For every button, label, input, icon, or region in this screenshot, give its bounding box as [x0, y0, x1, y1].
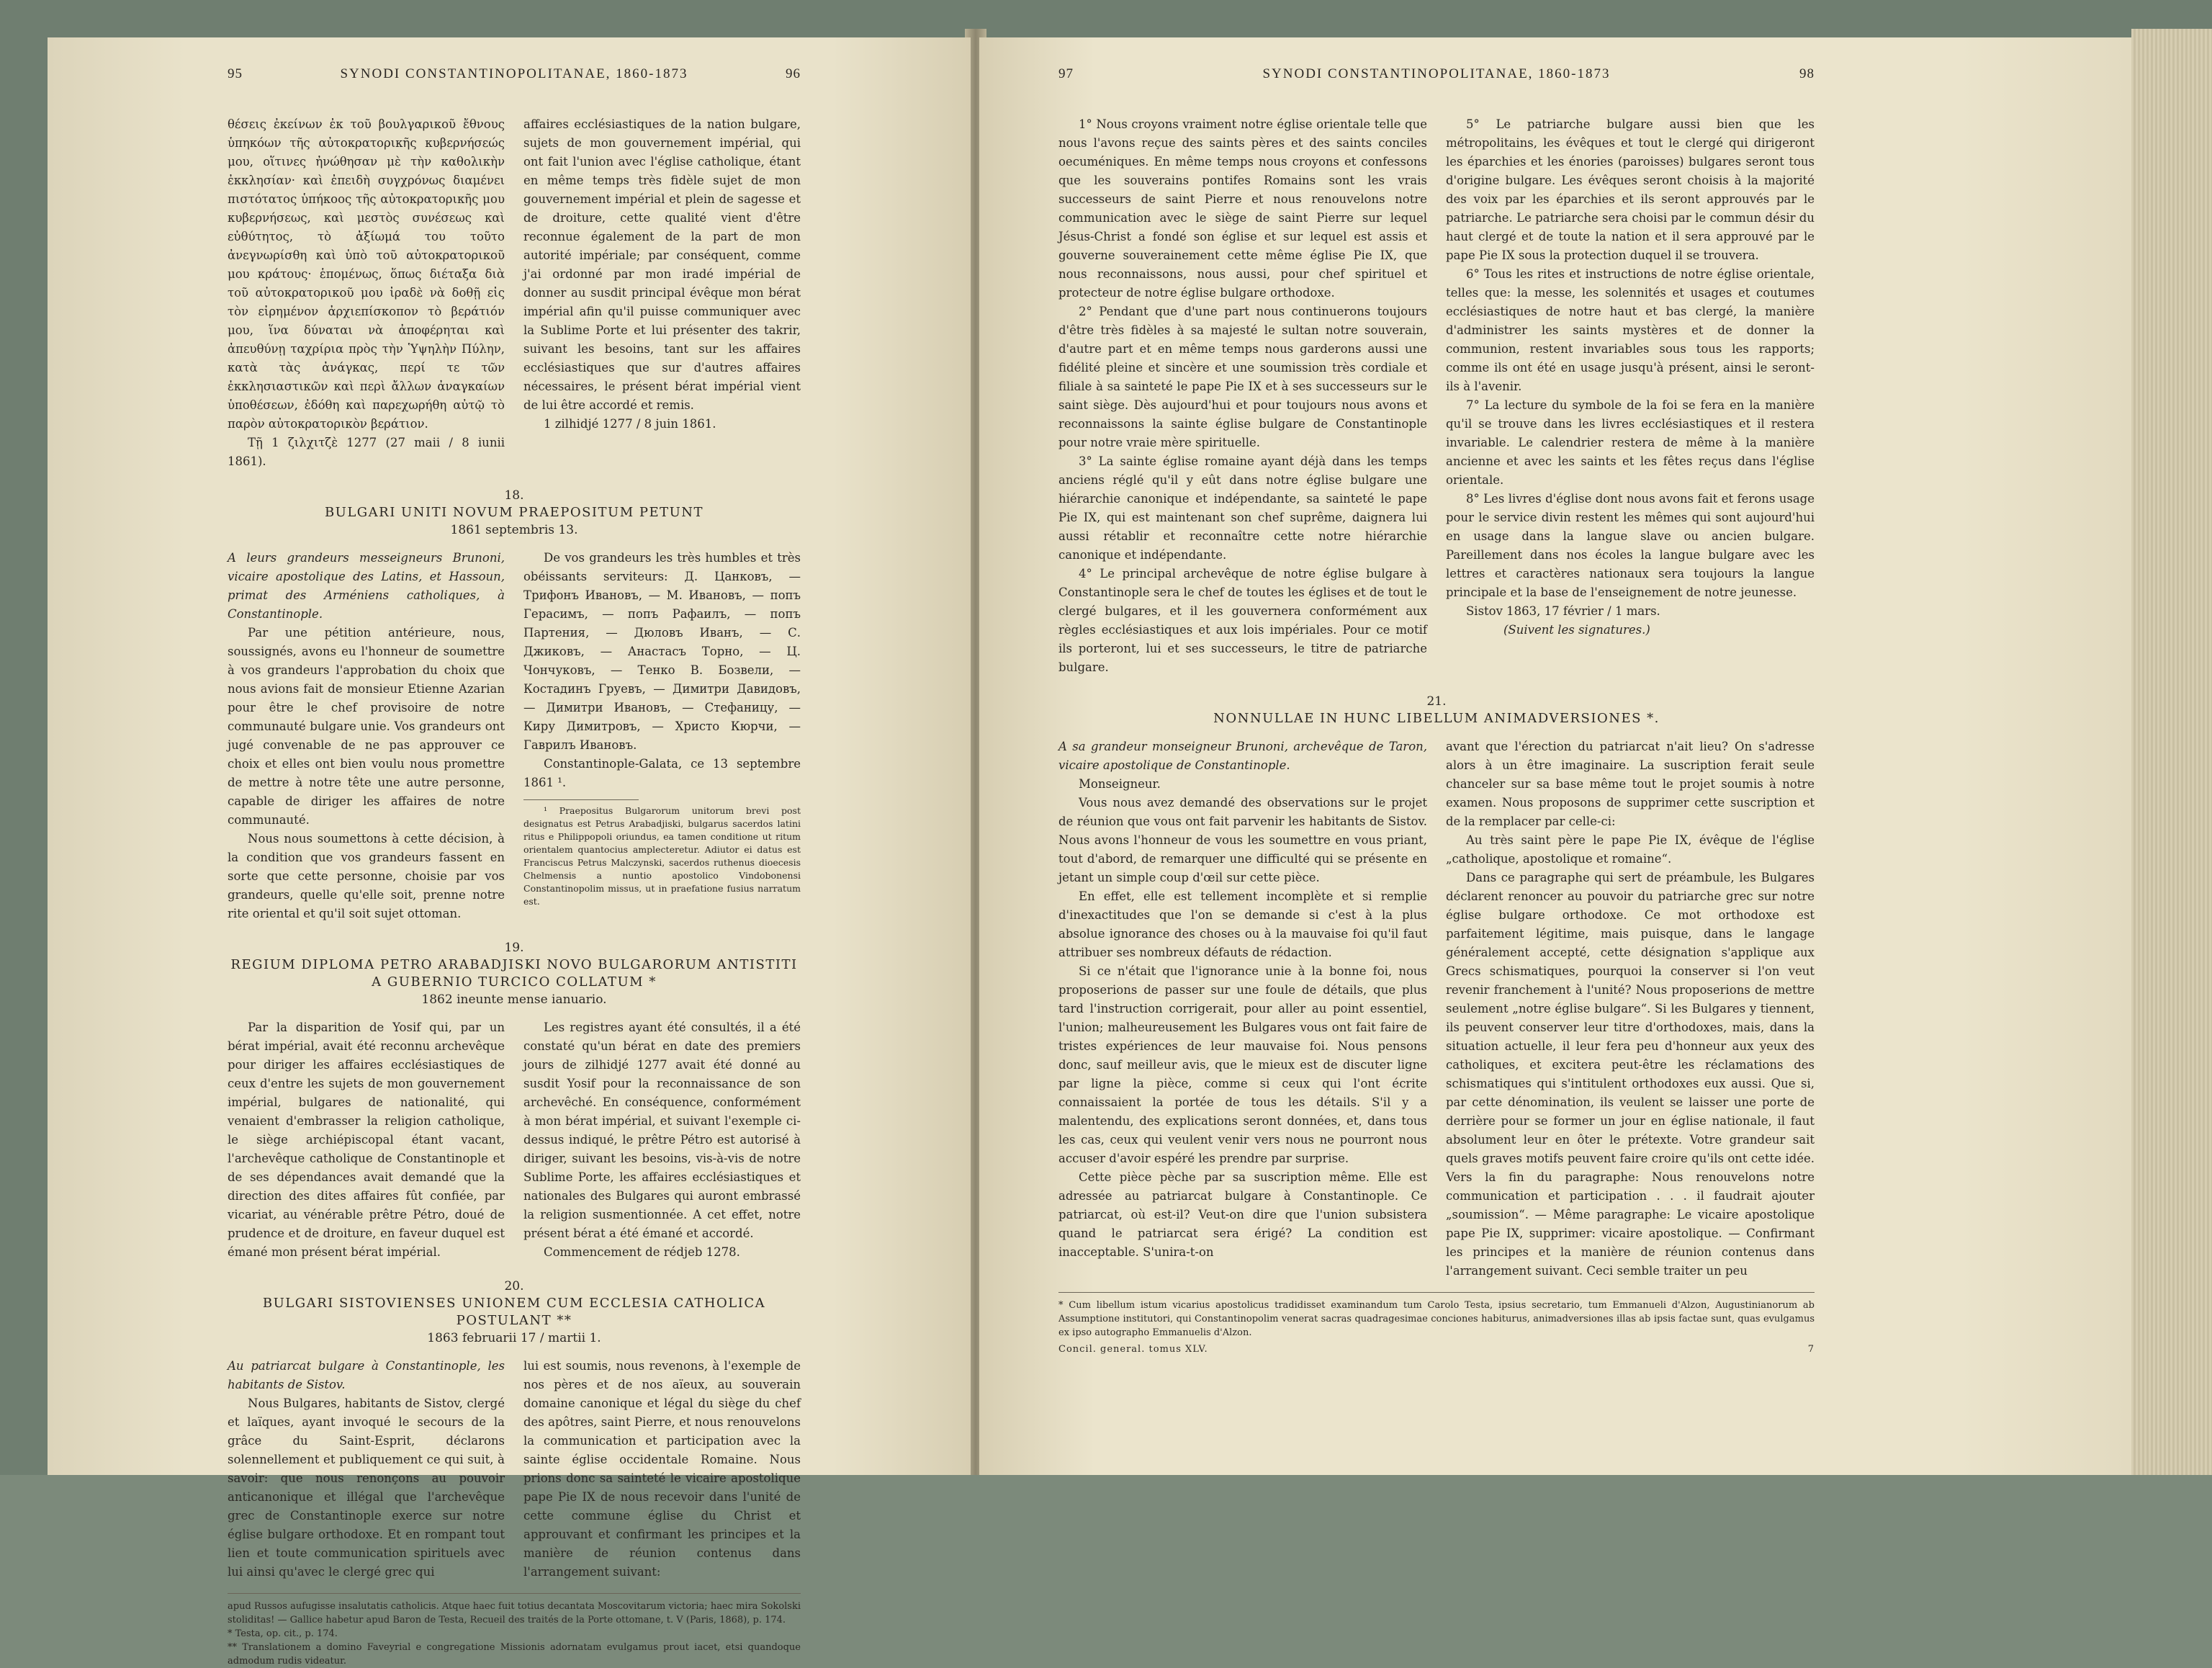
article: 6° Tous les rites et instructions de notre église orientale, telles que: la messe, les solennités et usages et coutumes ecclésiastiques de notre haut et bas clergé, la manière d'administrer les saints mystères et de donner la communion, restent invariables sous tous les rapports; comme ils ont été en usage jusqu'à présent, ainsi le seront-ils à l'avenir.	[1446, 267, 1815, 393]
right-page	[979, 37, 2131, 1475]
column-left	[228, 115, 505, 471]
french-date: 1 zilhidjé 1277 / 8 juin 1861.	[544, 417, 716, 431]
address: A sa grandeur monseigneur Brunoni, archevêque de Taron, vicaire apostolique de Constantinople.	[1058, 740, 1427, 772]
page-footnotes	[228, 1593, 801, 1668]
section-heading-20	[228, 1278, 801, 1347]
page-number: 96	[785, 66, 801, 81]
paragraph: Par la disparition de Yosif qui, par un bérat impérial, avait été reconnu archevêque pour diriger les affaires ecclésiastiques de ceux d'entre les sujets de mon gouvernement impérial, bulgares de nationalité, qui venaient d'embrasser la religion catholique, le siège archiépiscopal étant vacant, l'archevêque catholique de Constantinople et de ses dépendances avait demandé que la direction des dites affaires fût confiée, par vicariat, au vénérable prêtre Pétro, doué de prudence et de droiture, en faveur duquel est émané mon présent bérat impérial.	[228, 1021, 505, 1259]
paragraph: De vos grandeurs les très humbles et très obéissants serviteurs: Д. Цанковъ, — Трифонъ Ивановъ, — М. Ивановъ, — попъ Герасимъ, — попъ Рафаилъ, — попъ Партения, — Дюловъ Иванъ, — С. Джиковъ, — Анастасъ Торно, — Ц. Чончуковъ, — Тенко В. Бозвели, — Костадинъ Груевъ, — Димитри Давидовъ, — Димитри Ивановъ, — Стефаницу, — Киру Димитровъ, — Христо Кюрчи, — Гаврилъ Ивановъ.	[523, 551, 801, 752]
place-date: Sistov 1863, 17 février / 1 mars.	[1466, 604, 1660, 618]
paragraph: Cette pièce pèche par sa suscription même. Elle est adressée au patriarcat bulgare à Constantinople. Ce patriarcat, où est-il? Veut-on dire que l'union subsistera quand le patriarcat sera érigé? La condition est inacceptable. S'unira-t-on	[1058, 1170, 1427, 1259]
section-heading-21	[1058, 693, 1815, 727]
section-heading-19	[228, 939, 801, 1008]
two-columns	[1058, 115, 1815, 677]
running-header	[228, 66, 801, 82]
section-date: 1861 septembris 13.	[450, 523, 578, 537]
article: 2° Pendant que d'une part nous continuerons toujours d'être très fidèles à sa majesté le sultan notre souverain, d'autre part et en même temps nous garderons aussi une fidélité pleine et sincère et une soumission très cordiale et filiale à sa sainteté le pape Pie IX et à ses successeurs sur le saint siège. Dès aujourd'hui et pour toujours nous avons et reconnaissons la sainte église bulgare de Constantinople pour notre vraie mère spirituelle.	[1058, 305, 1427, 449]
paragraph: En effet, elle est tellement incomplète et si remplie d'inexactitudes que l'on se demande si c'est à la plus absolue ignorance des choses ou à la mauvaise foi qu'il faut attribuer ses nombreux défauts de rédaction.	[1058, 889, 1427, 959]
article: 4° Le principal archevêque de notre église bulgare à Constantinople sera le chef de toutes les églises et de tout le clergé bulgares, et il les gouvernera conformément aux règles ecclésiastiques et aux lois impériales. Pour ce motif ils porteront, lui et ses successeurs, le titre de patriarche bulgare.	[1058, 567, 1427, 674]
two-columns	[1058, 737, 1815, 1281]
article: 3° La sainte église romaine ayant déjà dans les temps anciens réglé qu'il y eût dans notre église bulgare une hiérarchie canonique et indépendante, sa sainteté le pape Pie IX, qui est maintenant son chef suprême, daignera lui aussi rétablir et reconnaître cette notre hiérarchie canonique et indépendante.	[1058, 454, 1427, 562]
footnote: apud Russos aufugisse insalutatis catholicis. Atque haec fuit totius decantata Moscovitarum victoria; haec mira Sokolski stoliditas! — Gallice habetur apud Baron de Testa, Recueil des traités de la Porte ottomane, t. V (Paris, 1868), p. 174.	[228, 1601, 801, 1626]
signature-number: 7	[1807, 1344, 1815, 1355]
column-right	[1446, 737, 1815, 1281]
article: 5° Le patriarche bulgare aussi bien que les métropolitains, les évêques et tout le clergé qui dirigeront les éparchies et les énories (paroisses) bulgares seront tous d'origine bulgare. Les évêques seront choisis à la majorité des voix par les éparchies et ils seront approuvés par le patriarche. Le patriarche sera choisi par le commun désir du haut clergé et de toute la nation et il sera approuvé par le pape Pie IX sous la protection duquel il se trouvera.	[1446, 117, 1815, 262]
french-text: affaires ecclésiastiques de la nation bulgare, sujets de mon gouvernement impérial, qui ont fait l'union avec l'église catholique, étant en même temps très fidèle sujet de mon gouvernement impérial et plein de sagesse et de droiture, cette qualité vient d'être reconnue également de la part de mon autorité impériale; par conséquent, comme j'ai ordonné par mon iradé impérial de donner au susdit principal évêque mon bérat impérial afin qu'il puisse communiquer avec la Sublime Porte et lui présenter des takrir, suivant les besoins, tant sur les affaires ecclésiastiques que sur d'autres affaires nécessaires, le présent bérat impérial vient de lui être accordé et remis.	[523, 117, 801, 412]
section-number: 18.	[504, 488, 524, 503]
column-right	[523, 549, 801, 923]
page-footnotes	[1058, 1292, 1815, 1340]
signatures-note: (Suivent les signatures.)	[1503, 623, 1650, 637]
paragraph: Si ce n'était que l'ignorance unie à la bonne foi, nous proposerions de passer sur une foule de détails, que plus tard l'instruction corrigerait, pour aller au point essentiel, l'union; malheureusement les Bulgares vous ont fait faire de tristes expériences de leur mauvaise foi. Nous pensons donc, sauf meilleur avis, que le mieux est de discuter ligne par ligne la pièce, comme si ceux qui l'ont écrite connaissaient la portée de tous les détails. S'il y a malentendu, des explications seront données, et, dans tous les cas, ceux qui veulent venir vers nous ne pourront nous accuser d'avoir espéré les prendre par surprise.	[1058, 964, 1427, 1165]
paragraph: Vous nous avez demandé des observations sur le projet de réunion que vous ont fait parvenir les habitants de Sistov. Nous avons l'honneur de vous les soumettre en vous priant, tout d'abord, de remarquer une difficulté qui se présente en jetant un simple coup d'œil sur cette pièce.	[1058, 796, 1427, 884]
column-left	[228, 549, 505, 923]
greek-date: Τῇ 1 ζιλχιτζὲ 1277 (27 maii / 8 iunii 1861).	[228, 436, 505, 468]
section-title: REGIUM DIPLOMA PETRO ARABADJISKI NOVO BULGARORUM ANTISTITI A GUBERNIO TURCICO COLLATUM *	[230, 957, 798, 990]
article: 8° Les livres d'église dont nous avons fait et ferons usage pour le service divin restent les mêmes qui sont aujourd'hui en usage dans la langue slave ou ancien bulgare. Pareillement dans nos écoles la langue bulgare avec les lettres et caractères nationaux sera toujours la langue principale et la base de l'enseignement de notre jeunesse.	[1446, 492, 1815, 599]
paragraph: Nous nous soumettons à cette décision, à la condition que vos grandeurs fassent en sorte que cette personne, choisie par vos grandeurs, quelle qu'elle soit, prenne notre rite oriental et qu'il soit sujet ottoman.	[228, 832, 505, 920]
column-right	[523, 1018, 801, 1262]
footnote: ¹ Praepositus Bulgarorum unitorum brevi post designatus est Petrus Arabadjiski, bulgarus sacerdos latini ritus e Philippopoli oriundus, ea tamen conditione ut ritum orientalem quantocius amplecteretur. Adiutor ei datus est Franciscus Petrus Malczynski, sacerdos ruthenus dioecesis Chelmensis a nuntio apostolico Vindobonensi Constantinopolim missus, ut in praefatione fusius narratum est.	[523, 805, 801, 907]
footnote-rule	[523, 799, 639, 800]
running-title: SYNODI CONSTANTINOPOLITANAE, 1860-1873	[1262, 66, 1611, 81]
salutation: Monseigneur.	[1079, 777, 1161, 791]
paragraph: Les registres ayant été consultés, il a été constaté qu'un bérat en date des premiers jours de zilhidjé 1277 avait été donné au susdit Yosif pour la reconnaissance de son archevêché. En conséquence, conformément à mon bérat impérial, et suivant l'exemple ci-dessus indiqué, le prêtre Pétro est autorisé à diriger, suivant les besoins, vis-à-vis de notre Sublime Porte, les affaires ecclésiastiques et nationales des Bulgares qui auront embrassé la religion susmentionnée. A cet effet, notre présent bérat a été émané et accordé.	[523, 1021, 801, 1240]
section-number: 20.	[504, 1279, 524, 1293]
two-columns	[228, 1357, 801, 1582]
section-date: 1863 februarii 17 / martii 1.	[427, 1331, 601, 1345]
article: 7° La lecture du symbole de la foi se fera en la manière qu'il se trouve dans les livres ecclésiastiques et il restera invariable. Le calendrier restera de même à la manière ancienne et avec les saints et les fêtes reçus dans l'église orientale.	[1446, 398, 1815, 487]
paragraph: Au très saint père le pape Pie IX, évêque de l'église „catholique, apostolique et romaine“.	[1446, 833, 1815, 866]
two-columns	[228, 1018, 801, 1262]
date-line: Commencement de rédjeb 1278.	[544, 1245, 740, 1259]
page-number: 97	[1058, 66, 1074, 81]
column-right	[523, 115, 801, 471]
section-number: 21.	[1426, 694, 1447, 709]
running-header	[1058, 66, 1815, 82]
section-title: NONNULLAE IN HUNC LIBELLUM ANIMADVERSIONES *.	[1213, 711, 1660, 726]
column-left	[1058, 737, 1427, 1281]
footnote: * Testa, op. cit., p. 174.	[228, 1628, 338, 1639]
paragraph: Par une pétition antérieure, nous, soussignés, avons eu l'honneur de soumettre à vos grandeurs l'approbation du choix que nous avions fait de monsieur Etienne Azarian pour être le chef provisoire de notre communauté bulgare unie. Vos grandeurs ont jugé convenable de ne pas approuver ce choix et elles ont bien voulu nous promettre de mettre à notre tête une autre personne, capable de diriger les affaires de notre communauté.	[228, 626, 505, 827]
signature-mark: Concil. general. tomus XLV.	[1058, 1344, 1208, 1355]
page-number: 98	[1799, 66, 1815, 81]
column-right	[1446, 115, 1815, 677]
column-right	[523, 1357, 801, 1582]
footnote: ** Translationem a domino Faveyrial e congregatione Missionis adornatam evulgamus prout iacet, etsi quandoque admodum rudis videatur.	[228, 1642, 801, 1667]
section-title: BULGARI UNITI NOVUM PRAEPOSITUM PETUNT	[324, 505, 704, 520]
section-title: BULGARI SISTOVIENSES UNIONEM CUM ECCLESIA CATHOLICA POSTULANT **	[262, 1296, 766, 1328]
section-heading-18	[228, 487, 801, 539]
section-number: 19.	[504, 941, 524, 955]
page-edges	[2131, 29, 2212, 1475]
column-left	[228, 1357, 505, 1582]
paragraph: Dans ce paragraphe qui sert de préambule, les Bulgares déclarent renoncer au pouvoir du patriarche grec sur notre église bulgare orthodoxe. Ce mot orthodoxe est parfaitement légitime, mais puisque, dans le langage généralement accepté, cette désignation s'applique aux Grecs schismatiques, pourquoi la conserver si l'on veut revenir franchement à l'unité? Nous proposerions de mettre seulement „notre église bulgare“. Si les Bulgares y tiennent, ils peuvent conserver leur titre d'orthodoxes, mais, dans la situation actuelle, il leur fera peu d'honneur aux yeux des catholiques, et excitera peut-être les réclamations des schismatiques qui s'intitulent orthodoxes eux aussi. Que si, par cette dénomination, ils veulent se laisser une porte de derrière pour se former un jour en église nationale, il faut absolument leur en ôter le prétexte. Votre grandeur sait quels graves motifs peuvent faire croire qu'ils ont cette idée. Vers la fin du paragraphe: Nous renouvelons notre communication et participation . . . il faudrait ajouter „soumission“. — Même paragraphe: Le vicaire apostolique pape Pie IX, supprimer: vicaire apostolique. — Confirmant les principes et la manière de réunion contenus dans l'arrangement suivant. Ceci semble traiter un peu	[1446, 871, 1815, 1278]
paragraph: Nous Bulgares, habitants de Sistov, clergé et laïques, ayant invoqué le secours de la grâce du Saint-Esprit, déclarons solennellement et publiquement ce qui suit, à savoir: que nous renonçons au pouvoir anticanonique et illégal que l'archevêque grec de Constantinople exerce sur notre église bulgare orthodoxe. Et en rompant tout lien et toute communication spirituels avec lui ainsi qu'avec le clergé grec qui	[228, 1396, 505, 1579]
running-title: SYNODI CONSTANTINOPOLITANAE, 1860-1873	[340, 66, 688, 81]
paragraph: avant que l'érection du patriarcat n'ait lieu? On s'adresse alors à un être imaginaire. La suscription ferait seule chanceler sur sa base même tout le projet soumis à notre examen. Nous proposons de supprimer cette suscription et de la remplacer par celle-ci:	[1446, 740, 1815, 828]
section-date: 1862 ineunte mense ianuario.	[421, 992, 607, 1007]
address: A leurs grandeurs messeigneurs Brunoni, vicaire apostolique des Latins, et Hassoun, primat des Arméniens catholiques, à Constantinople.	[228, 551, 505, 621]
footnote: * Cum libellum istum vicarius apostolicus tradidisset examinandum tum Carolo Testa, ipsius secretario, tum Emmanueli d'Alzon, Augustinianorum ab Assumptione institutori, qui Constantinopolim venerat sacras quadragesimae conciones habiturus, animadversiones illas ab ipsis factae sunt, quas evulgamus ex ipso autographo Emmanuelis d'Alzon.	[1058, 1300, 1815, 1338]
left-page	[48, 37, 971, 1667]
paragraph: lui est soumis, nous revenons, à l'exemple de nos pères et de nos aïeux, au souverain domaine canonique et légal du siège du chef des apôtres, saint Pierre, et nous renouvelons la communication et participation avec la sainte église occidentale Romaine. Nous prions donc sa sainteté le vicaire apostolique pape Pie IX de nous recevoir dans l'unité de cette commune église du Christ et approuvant et confirmant les principes et la manière de réunion contenus dans l'arrangement suivant:	[523, 1359, 801, 1579]
greek-text: θέσεις ἐκείνων ἐκ τοῦ βουλγαρικοῦ ἔθνους ὑπηκόων τῆς αὐτοκρατορικῆς κυβερνήσεώς μου, οἵτινες ἠνώθησαν μὲ τὴν καθολικὴν ἐκκλησίαν· καὶ ἐπειδὴ συγχρόνως διαμένει πιστότατος ὑπήκοος τῆς αὐτοκρατορικῆς μου κυβερνήσεως, καὶ μεστὸς συνέσεως καὶ εὐθύτητος, τὸ ἀξίωμά του τοῦτο ἀνεγνωρίσθη καὶ ὑπὸ τοῦ αὐτοκρατορικοῦ μου κράτους· ἑπομένως, ὅπως διέταξα διὰ τοῦ αὐτοκρατορικοῦ μου ἰραδὲ νὰ δοθῇ εἰς τὸν εἰρημένον ἀρχιεπίσκοπον τὸ βεράτιόν μου, ἵνα δύναται νὰ ἀποφέρηται καὶ ἀπευθύνῃ ταχρίρια πρὸς τὴν Ὑψηλὴν Πύλην, κατὰ τὰς ἀνάγκας, περί τε τῶν ἐκκλησιαστικῶν καὶ περὶ ἄλλων ἀναγκαίων ὑποθέσεων, ἐδόθη καὶ παρεχωρήθη αὐτῷ τὸ παρὸν αὐτοκρατορικὸν βεράτιον.	[228, 117, 505, 431]
article: 1° Nous croyons vraiment notre église orientale telle que nous l'avons reçue des saints pères et des saints conciles oecuméniques. En même temps nous croyons et confessons que les souverains pontifes Romains sont les vrais successeurs de saint Pierre et nous renouvelons notre communication avec le siège de saint Pierre sur lequel Jésus-Christ a fondé son église et sur lequel est assis et gouverne souverainement cette même église Pie IX, que nous reconnaissons, nous aussi, pour chef spirituel et protecteur de notre église bulgare orthodoxe.	[1058, 117, 1427, 300]
two-columns	[228, 549, 801, 923]
column-left	[228, 1018, 505, 1262]
place-date: Constantinople-Galata, ce 13 septembre 1861 ¹.	[523, 757, 801, 789]
address: Au patriarcat bulgare à Constantinople, les habitants de Sistov.	[228, 1359, 505, 1391]
column-left	[1058, 115, 1427, 677]
page-number: 95	[228, 66, 243, 81]
signature-line	[1058, 1344, 1815, 1355]
two-columns	[228, 115, 801, 471]
